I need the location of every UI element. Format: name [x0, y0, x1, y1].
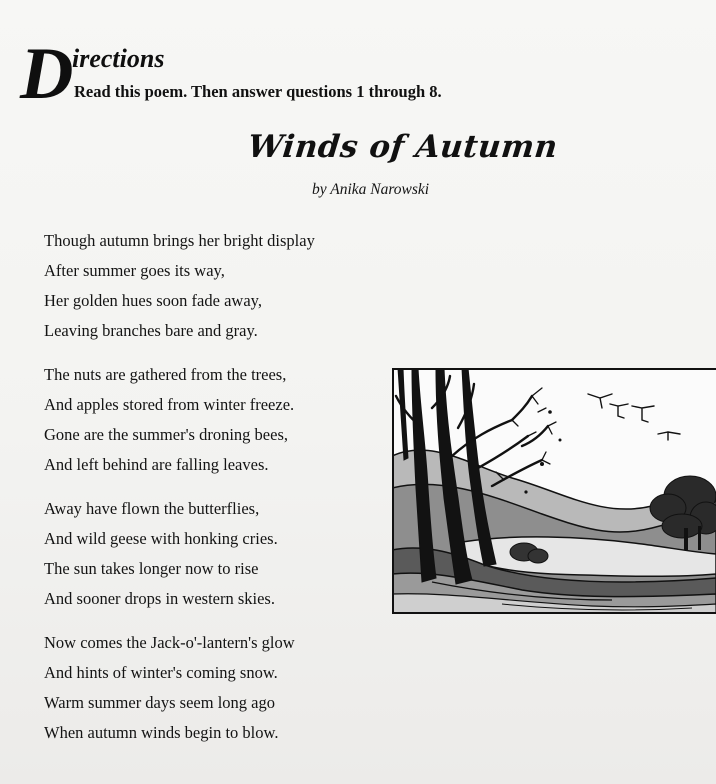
poem-line: Her golden hues soon fade away, — [44, 291, 262, 310]
poem-line: Leaving branches bare and gray. — [44, 321, 258, 340]
poem-body — [44, 226, 315, 762]
poem-line: When autumn winds begin to blow. — [44, 723, 279, 742]
poem-line: The sun takes longer now to rise — [44, 559, 259, 578]
shrub-trunk — [698, 526, 701, 550]
autumn-landscape-illustration — [392, 368, 716, 614]
poem-title: Winds of Autumn — [246, 129, 560, 165]
poem-line: And apples stored from winter freeze. — [44, 395, 295, 414]
poem-line: Now comes the Jack-o'-lantern's glow — [44, 633, 295, 652]
poem-author: by Anika Narowski — [312, 181, 430, 198]
poem-line: After summer goes its way, — [44, 261, 225, 280]
stanza-1 — [44, 226, 315, 346]
poem-line: And wild geese with honking cries. — [44, 529, 278, 548]
directions-heading: irections — [72, 44, 165, 73]
poem-line: And sooner drops in western skies. — [44, 589, 275, 608]
poem-line: Though autumn brings her bright display — [44, 231, 315, 250]
poem-line: The nuts are gathered from the trees, — [44, 365, 287, 384]
shrub-trunk — [684, 528, 688, 550]
stanza-2 — [44, 360, 315, 480]
stanza-4 — [44, 628, 315, 748]
poem-line: And left behind are falling leaves. — [44, 455, 269, 474]
stanza-3 — [44, 494, 315, 614]
poem-line: Away have flown the butterflies, — [44, 499, 260, 518]
directions-instruction: Read this poem. Then answer questions 1 through 8. — [74, 82, 442, 101]
poem-line: Gone are the summer's droning bees, — [44, 425, 288, 444]
directions-drop-cap: D — [20, 33, 73, 115]
poem-line: And hints of winter's coming snow. — [44, 663, 278, 682]
poem-line: Warm summer days seem long ago — [44, 693, 275, 712]
